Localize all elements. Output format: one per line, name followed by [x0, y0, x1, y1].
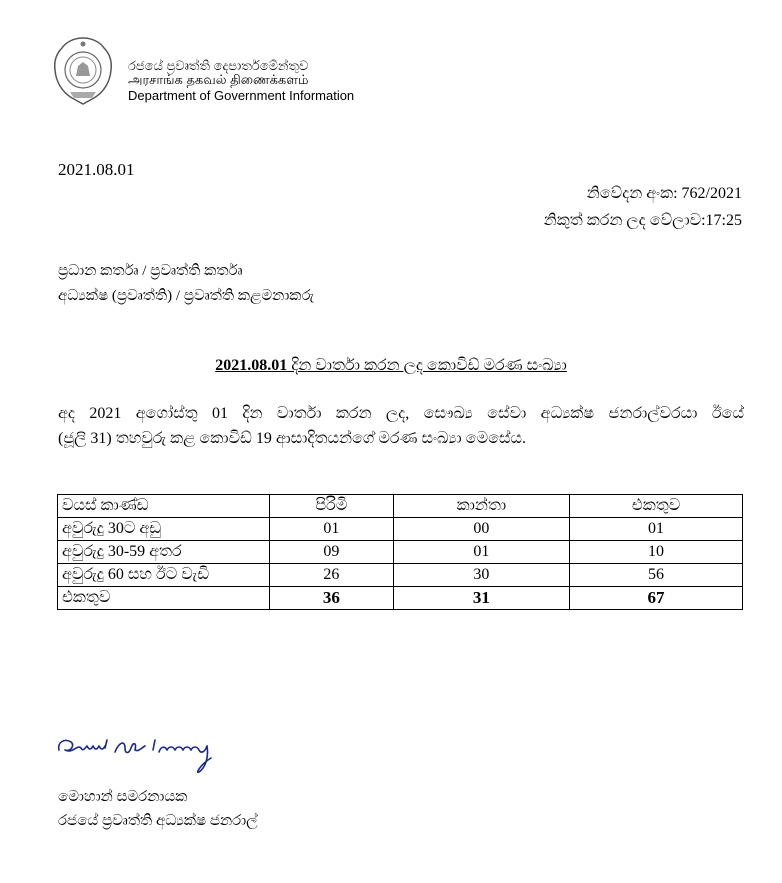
release-number: නිවේදන අංක: 762/2021 — [586, 185, 742, 202]
female-cell: 01 — [393, 541, 569, 564]
total-cell: 01 — [570, 518, 743, 541]
deaths-table — [57, 494, 743, 610]
female-total-cell: 31 — [393, 587, 569, 610]
body-line: අද 2021 අගෝස්තු 01 දින වාර්තා කරන ලද, සෞඛ්‍ය සේවා අධ්‍යක්ෂ ජනරාල්වරයා ඊයේ — [58, 405, 744, 422]
grand-total-cell: 67 — [570, 587, 743, 610]
body-line: (ජූලි 31) තහවුරු කළ කොවිඩ් 19 ආසාදිතයන්ගේ මරණ සංඛ්‍යා මෙසේය. — [58, 430, 526, 447]
table-header-row — [58, 495, 743, 518]
age-group-cell: අවුරුදු 60 සහ ඊට වැඩි — [58, 564, 270, 587]
table-row — [58, 518, 743, 541]
total-cell: 56 — [570, 564, 743, 587]
addressee-line: ප්‍රධාන කර්තෘ / ප්‍රවෘත්ති කර්තෘ — [58, 263, 243, 279]
male-cell: 01 — [270, 518, 394, 541]
department-name-english: Department of Government Information — [128, 88, 355, 103]
title-text: දින වාර්තා කරන ලද කොවිඩ් මරණ සංඛ්‍යා — [287, 357, 567, 374]
document-title — [0, 357, 782, 375]
total-label-cell: එකතුව — [58, 587, 270, 610]
header-total: එකතුව — [570, 495, 743, 518]
header-male: පිරිමි — [270, 495, 394, 518]
document-date: 2021.08.01 — [58, 160, 135, 179]
addressee-line: අධ්‍යක්ෂ (ප්‍රවෘත්ති) / ප්‍රවෘත්ති කළමනාකරු — [58, 288, 315, 304]
age-group-cell: අවුරුදු 30-59 අතර — [58, 541, 270, 564]
signer-name: මොහාන් සමරනායක — [58, 789, 188, 805]
title-date: 2021.08.01 — [215, 357, 288, 374]
table-row — [58, 541, 743, 564]
header-female: කාන්තා — [393, 495, 569, 518]
female-cell: 00 — [393, 518, 569, 541]
sri-lanka-emblem-icon — [52, 36, 114, 106]
male-total-cell: 36 — [270, 587, 394, 610]
handwritten-signature — [55, 728, 255, 778]
header-age-group: වයස් කාණ්ඩ — [58, 495, 270, 518]
table-total-row — [58, 587, 743, 610]
department-name-tamil: அரசாங்க தகவல் திணைக்களம் — [128, 72, 309, 87]
male-cell: 26 — [270, 564, 394, 587]
signer-title: රජයේ ප්‍රවෘත්ති අධ්‍යක්ෂ ජනරාල් — [58, 813, 258, 829]
table-row — [58, 564, 743, 587]
age-group-cell: අවුරුදු 30ට අඩු — [58, 518, 270, 541]
issue-time: නිකුත් කරන ලද වේලාව:17:25 — [543, 212, 742, 229]
department-name-sinhala: රජයේ ප්‍රවෘත්ති දෙපාර්තමේන්තුව — [128, 58, 309, 73]
total-cell: 10 — [570, 541, 743, 564]
male-cell: 09 — [270, 541, 394, 564]
female-cell: 30 — [393, 564, 569, 587]
